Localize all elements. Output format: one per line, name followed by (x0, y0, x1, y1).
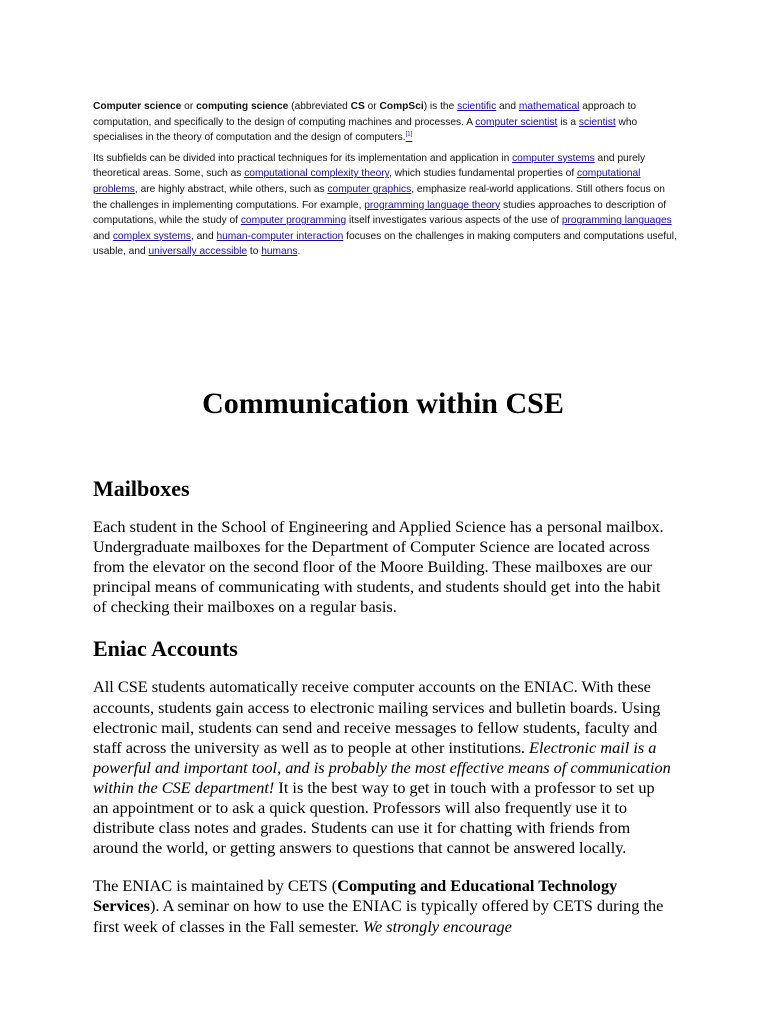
emphasis-text: We strongly encourage (362, 916, 512, 936)
text-run: ). A seminar on how to use the ENIAC is typically offered by CETS during the first week of classes in the Fall semester. (93, 896, 664, 936)
eniac-paragraph-2 (93, 876, 673, 936)
wiki-link[interactable]: computational problems (93, 168, 641, 195)
citation-link[interactable]: [1] (405, 131, 413, 138)
text-run: . (297, 246, 301, 258)
wiki-excerpt (93, 99, 678, 265)
text-run: studies approaches to description of computations, while the study of (93, 199, 667, 227)
text-run: (abbreviated (288, 101, 351, 112)
wiki-link[interactable]: programming languages (561, 215, 672, 227)
text-run: All CSE students automatically receive computer accounts on the ENIAC. With these accounts, students gain access to electronic mailing services and bulletin boards. Using electronic mail, students can send and receive messages to fellow students, faculty and staff across the university as well as to people at other institutions. (93, 677, 661, 757)
wiki-link[interactable]: computer scientist (475, 116, 558, 128)
wiki-link[interactable]: computer programming (240, 215, 347, 227)
text-run: and (496, 101, 519, 112)
text-run: itself investigates various aspects of the use of (346, 215, 562, 227)
text-run: who specialises in the theory of computation and the design of computers. (93, 116, 638, 144)
bold-text: computing science (196, 101, 289, 112)
mailboxes-paragraph: Each student in the School of Engineering and Applied Science has a personal mailbox. Undergraduate mailboxes for the Department of Computer Science are located across from the elevator on the second floor of the Moore Building. These mailboxes are our principal means of communicating with students, and students should get into the habit of checking their mailboxes on a regular basis. (93, 517, 664, 617)
text-run: , and (190, 230, 217, 242)
wiki-link[interactable]: scientist (578, 116, 616, 128)
wiki-link[interactable]: computer graphics (327, 183, 412, 195)
wiki-link[interactable]: human-computer interaction (216, 230, 344, 242)
bold-text: Computer science (93, 101, 182, 112)
mailboxes-heading: Mailboxes (93, 476, 190, 501)
wiki-link[interactable]: scientific (457, 101, 497, 112)
text-run: , emphasize real-world applications. Still others focus on the challenges in implementing computations. For example, (93, 183, 665, 211)
wiki-paragraph-2 (93, 151, 678, 260)
emphasis-text: Electronic mail is a powerful and important tool, and is probably the most effective means of communication within the CSE department! (93, 737, 671, 797)
wiki-link[interactable]: computational complexity theory (244, 168, 389, 180)
wiki-link[interactable]: computer systems (512, 152, 595, 164)
bold-text: CS (350, 101, 365, 112)
text-run: It is the best way to get in touch with a professor to set up an appointment or to ask a quick question. Professors will also frequently use it to distribute class notes and grades. Students can use it for chatting with friends from around the world, or getting answers to questions that cannot be answered locally. (93, 777, 655, 858)
text-run: The ENIAC is maintained by CETS ( (93, 876, 338, 896)
bold-text: Computing and Educational Technology Services (93, 876, 618, 916)
wiki-link[interactable]: complex systems (112, 230, 191, 242)
wiki-paragraph-1 (93, 99, 678, 146)
text-run: to (247, 246, 262, 258)
text-run: and (93, 230, 113, 242)
wiki-link[interactable]: mathematical (518, 101, 580, 112)
eniac-accounts-heading: Eniac Accounts (93, 636, 238, 662)
eniac-paragraph-1 (93, 677, 673, 858)
page-title: Communication within CSE (202, 387, 564, 420)
bold-text: CompSci (379, 101, 424, 112)
text-run: is a (557, 116, 579, 128)
text-run: or (364, 101, 380, 112)
document-body (93, 383, 673, 955)
text-run: approach to computation, and specifically to the design of computing machines and processes. A (93, 101, 637, 128)
wiki-link[interactable]: universally accessible (148, 246, 248, 258)
text-run: Its subfields can be divided into practical techniques for its implementation and application in (93, 152, 513, 164)
text-run: , are highly abstract, while others, such as (134, 183, 328, 195)
wiki-link[interactable]: programming language theory (364, 199, 501, 211)
text-run: focuses on the challenges in making computers and computations useful, usable, and (93, 230, 677, 258)
wiki-link[interactable]: humans (261, 246, 298, 258)
text-run: ) is the (423, 101, 458, 112)
text-run: , which studies fundamental properties of (388, 168, 577, 180)
text-run: or (181, 101, 197, 112)
text-run: and purely theoretical areas. Some, such as (93, 152, 646, 180)
